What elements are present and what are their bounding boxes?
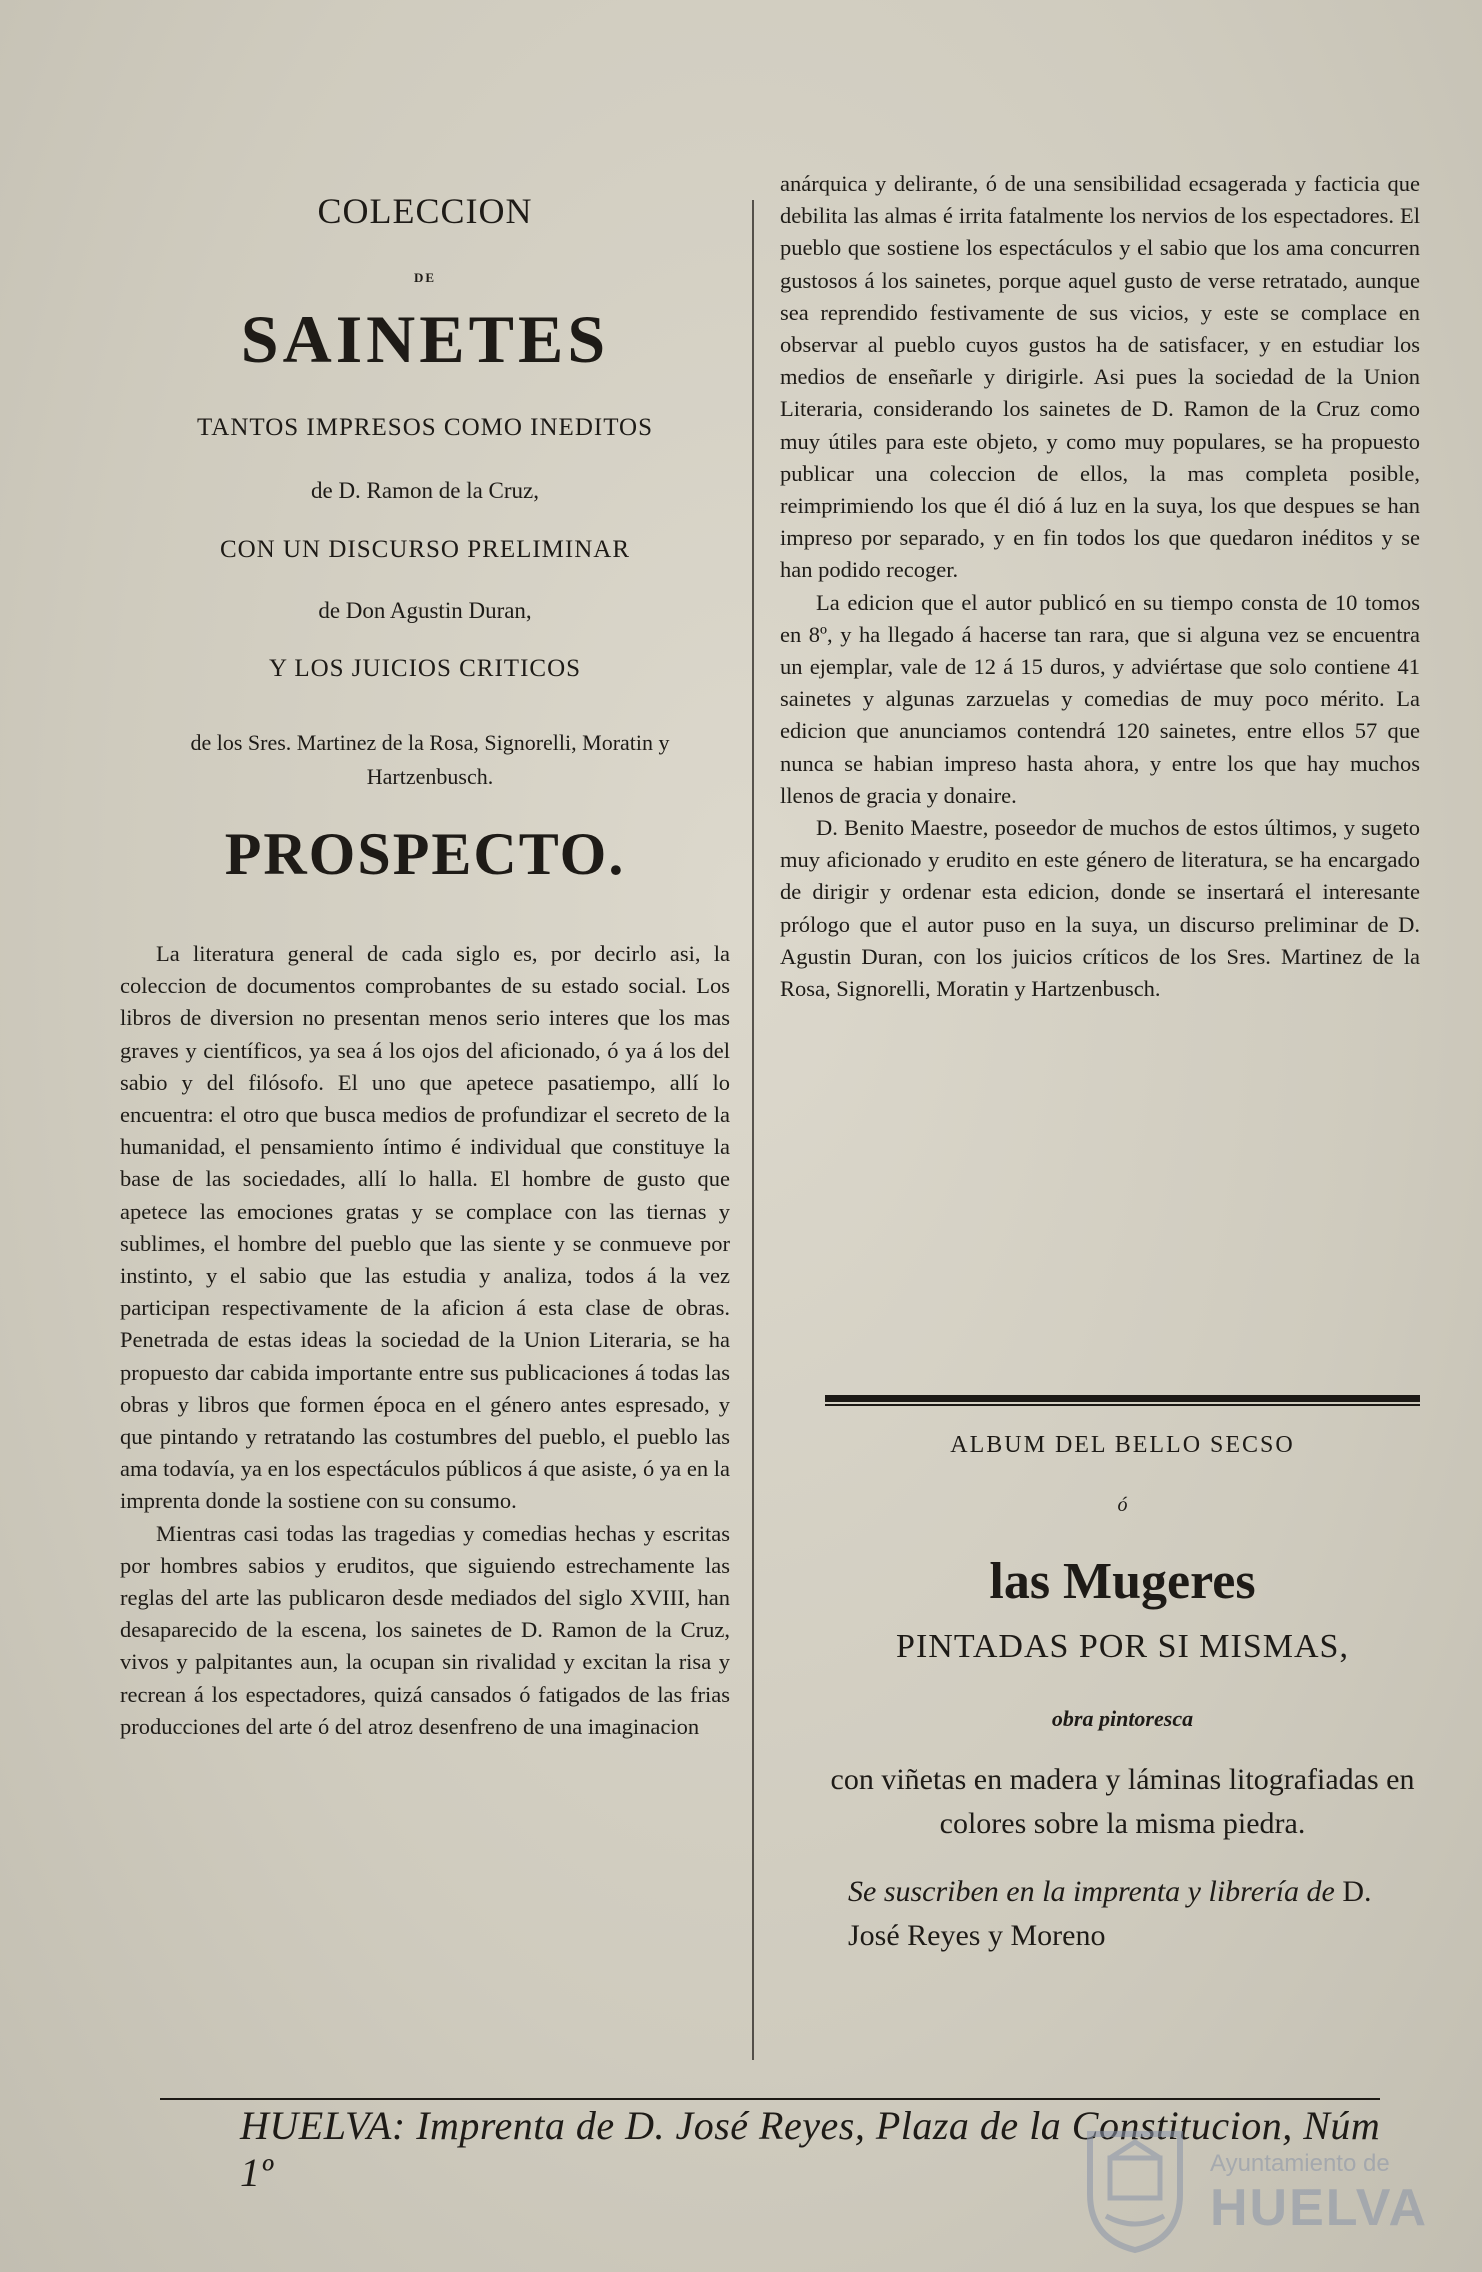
heading-agustin: de Don Agustin Duran, bbox=[318, 598, 532, 623]
advert-obra: obra pintoresca bbox=[1051, 1706, 1194, 1731]
advert-pintadas: PINTADAS POR SI MISMAS, bbox=[896, 1628, 1349, 1665]
section-rule-thick bbox=[825, 1395, 1420, 1402]
heading-sainetes: SAINETES bbox=[240, 301, 610, 377]
left-body-text bbox=[120, 938, 730, 1743]
heading-ramon: de D. Ramon de la Cruz, bbox=[310, 478, 540, 503]
advert-album: ALBUM DEL BELLO SECSO bbox=[950, 1432, 1295, 1458]
paragraph: D. Benito Maestre, poseedor de muchos de estos últimos, y sugeto muy aficionado y erudito en este género de literatura, se ha encargado de dirigir y ordenar esta edicion, donde se insertará el interesante prólogo que el autor puso en la suya, un discurso preliminar de D. Agustin Duran, con los juicios críticos de los Sres. Martinez de la Rosa, Signorelli, Moratin y Hartzenbusch. bbox=[780, 815, 1420, 1002]
right-body-text bbox=[780, 168, 1420, 1005]
heading-coleccion: COLECCION bbox=[317, 191, 533, 231]
heading-prospecto: PROSPECTO. bbox=[224, 821, 626, 887]
column-divider bbox=[752, 200, 754, 2060]
footer-rule bbox=[160, 2098, 1380, 2100]
heading-tantos: TANTOS IMPRESOS COMO INEDITOS bbox=[197, 414, 653, 441]
heading-discurso: CON UN DISCURSO PRELIMINAR bbox=[219, 536, 631, 563]
coat-of-arms-icon bbox=[1080, 2124, 1190, 2254]
paragraph: La edicion que el autor publicó en su tiempo consta de 10 tomos en 8º, y ha llegado á hacerse tan rara, que si alguna vez se encuentra un ejemplar, vale de 12 á 15 duros, y adviértase que solo contiene 41 sainetes y algunas zarzuelas y comedias de muy poco mérito. La edicion que anunciamos contendrá 120 sainetes, entre ellos 57 que nunca se habian impreso hasta ahora, y entre los que hay muchos llenos de gracia y donaire. bbox=[780, 589, 1420, 808]
section-rule-thin bbox=[825, 1404, 1420, 1406]
heading-de: DE bbox=[413, 270, 437, 285]
imprint-footer: HUELVA: Imprenta de D. José Reyes, Plaza de la Constitucion, Núm 1º bbox=[240, 2103, 1381, 2195]
stamp-line2: HUELVA bbox=[1210, 2179, 1429, 2237]
stamp-line1: Ayuntamiento de bbox=[1210, 2150, 1390, 2177]
advert-o: ó bbox=[1117, 1494, 1128, 1516]
heading-sres: de los Sres. Martinez de la Rosa, Signorelli, Moratin y Hartzenbusch. bbox=[190, 730, 670, 789]
paragraph: Mientras casi todas las tragedias y comedias hechas y escritas por hombres sabios y eruditos, que siguiendo estrechamente las reglas del arte las publicaron desde mediados del siglo XVIII, han desaparecido de la escena, los sainetes de D. Ramon de la Cruz, vivos y palpitantes aun, la ocupan sin rivalidad y excitan la risa y recrean á los espectadores, quizá cansados ó fatigados de las frias producciones del arte ó del atroz desenfreno de una imaginacion bbox=[120, 1520, 730, 1739]
heading-juicios: Y LOS JUICIOS CRITICOS bbox=[268, 655, 582, 682]
paragraph: La literatura general de cada siglo es, por decirlo asi, la coleccion de documentos comprobantes de su estado social. Los libros de diversion no presentan menos serio interes que los mas graves y científicos, ya sea á los ojos del aficionado, ó ya á los del sabio y del filósofo. El uno que apetece pasatiempo, allí lo encuentra: el otro que busca medios de profundizar el secreto de la humanidad, el pensamiento íntimo é individual que constituye la base de las sociedades, allí lo halla. El hombre de gusto que apetece las emociones gratas y se complace con las tiernas y sublimes, el hombre del pueblo que las siente y se conmueve por instinto, y el sabio que las estudia y analiza, todos á la vez participan respectivamente de la aficion á esta clase de obras. Penetrada de estas ideas la sociedad de la Union Literaria, se ha propuesto dar cabida importante entre sus publicaciones á todas las obras y libros que formen época en el género antes espresado, y que pintando y retratando las costumbres del pueblo, el pueblo las ama todavía, ya en los espectáculos públicos á que asiste, ó ya en la imprenta donde la sostiene con su consumo. bbox=[120, 941, 730, 1514]
suscriben-text: Se suscriben en la imprenta y librería de bbox=[848, 1875, 1335, 1908]
archive-stamp bbox=[1080, 2120, 1429, 2260]
suscriben-name: D. José Reyes y Moreno bbox=[848, 1875, 1372, 1952]
advert-vinetas: con viñetas en madera y láminas litografiadas en colores sobre la misma piedra. bbox=[830, 1763, 1415, 1840]
paragraph: anárquica y delirante, ó de una sensibilidad ecsagerada y facticia que debilita las almas é irrita fatalmente los nervios de los espectadores. El pueblo que sostiene los espectáculos y el sabio que los ama concurren gustosos á los sainetes, porque aquel gusto de verse retratado, aunque sea reprendido festivamente de sus vicios, y este se complace en observar al pueblo cuyos gustos ha de satisfacer, y en estudiar los medios de enseñarle y dirigirle. Asi pues la sociedad de la Union Literaria, considerando los sainetes de D. Ramon de la Cruz como muy útiles para este objeto, y como muy populares, se ha propuesto publicar una coleccion de ellos, la mas completa posible, reimprimiendo los que él dió á luz en la suya, los que despues se han impreso por separado, y en fin todos los que quedaron inéditos y se han podido recoger. bbox=[780, 171, 1420, 583]
advert-suscriben bbox=[848, 1870, 1428, 1958]
advert-mugeres: las Mugeres bbox=[989, 1553, 1256, 1610]
